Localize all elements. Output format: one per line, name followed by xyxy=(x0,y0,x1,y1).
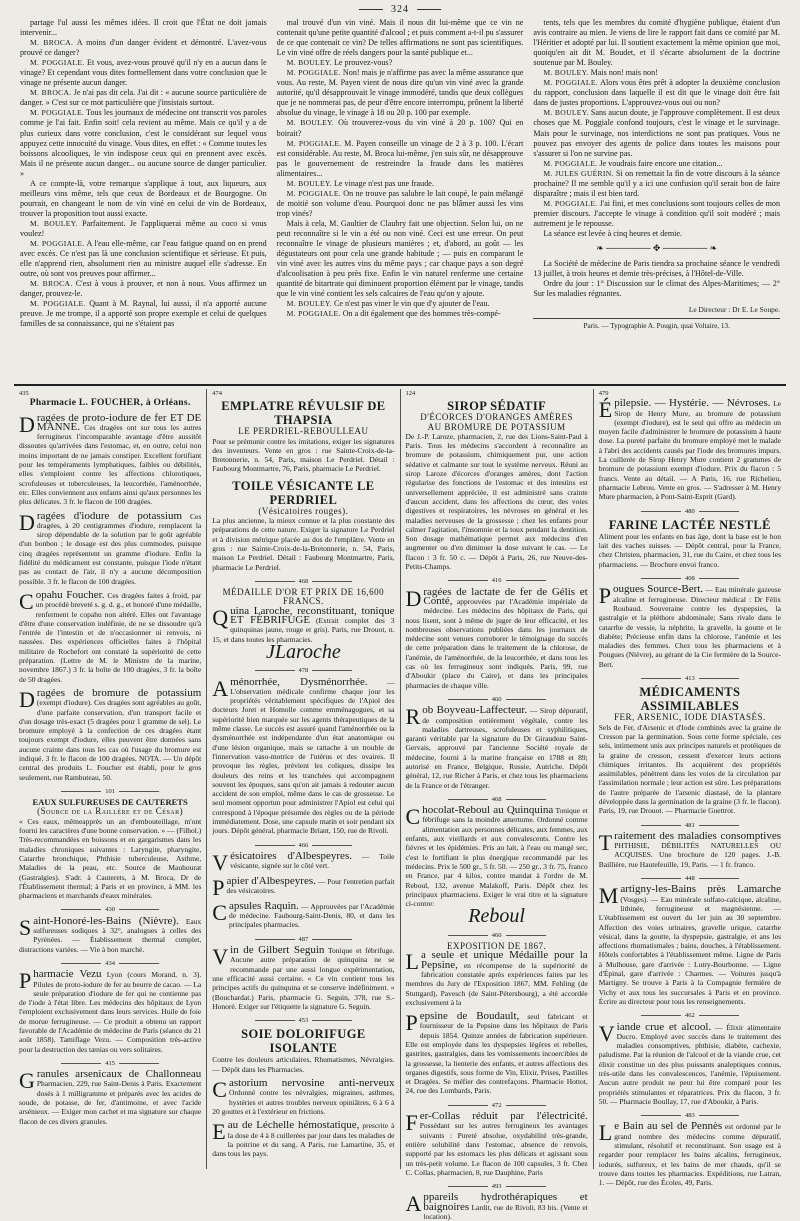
ad-text: Pour se prémunir contre les imitations, exiger les signatures des inventeurs. Vente en gros : rue Sainte-Croix-de-la-Bretonnerie, n. 54, Paris, maison Le Perdriel. Détail : Faubourg Montmartre, 76, Paris, pharmacie Le Perdriel. xyxy=(212,436,395,474)
drop-cap: P xyxy=(19,968,32,994)
ad-number: 487 xyxy=(212,935,394,944)
ad-title: ob Boyveau-Laffecteur. xyxy=(422,704,528,717)
speaker-name: M. POGGIALE. xyxy=(543,158,598,168)
ad-text: (Extrait complet des 3 quinquinas jaune, rouge et gris). Paris, rue Drouot, n. 15, et dans toutes les pharmacies. xyxy=(212,616,395,644)
advertisement xyxy=(406,1182,588,1221)
article-paragraph: tents, tels que les membres du comité d'hygiène publique, étaient d'un avis contraire au mien. Je viens de lire le rapport fait dans ce comité par M. l'Héritier et adopté par lui. Il soutient exactement la même opinion que moi, quoiqu'en ait dit M. Boudet, et il s'écarte absolument de la doctrine soutenue par M. Bouley. xyxy=(533,18,781,68)
column-number: 474 xyxy=(212,390,222,397)
ad-title: pilepsie. — Hystérie. — Névroses. xyxy=(614,397,771,410)
article-paragraph: mal trouvé d'un vin viné. Mais il nous dit lui-même que ce vin ne contenait qu'une petite quantité d'alcool ; et puis comment a-t-il pu s'assurer de ce que contenait ce vin? De telles affirmations ne sont pas scientifiques. Le vin viné offre de réels dangers pour la santé publique et... xyxy=(276,18,524,58)
ad-text: est ordonné par le grand nombre des médecins comme dépuratif, stimulant, résolutif et reconstituant. Son usage est à regarder pour remplacer les bains alcalins, ferrugineux, iodurés, sulfureux, et les bains de mer chauds, qu'il se trouve dans toutes les pharmacies. Expéditions, rue Latran, 1. — Dépôt, rue des Écoles, 49, Paris. xyxy=(598,1122,781,1188)
ad-body xyxy=(212,437,394,474)
drop-cap: C xyxy=(405,804,421,830)
ad-title: in de Gilbert Seguin xyxy=(230,944,325,957)
ad-number: 448 xyxy=(599,874,781,883)
ad-text: seul fabricant et fournisseur de la Pepsine dans les hôpitaux de Paris depuis 1854. Quinze années de fabrication supérieure. Elle est employée dans les dyspepsies légères et rebelles, gastrites, gastralgies, dans les vomissements incoercibles de la grossesse, la lienterie des enfants, et autres affections des organes digestifs, sous forme de Vin, Elixir, Prises, Pastilles et Dragées. Se méfier des contrefaçons. Pharmacie Hottot, 24, rue des Lombards, Paris. xyxy=(405,1012,588,1096)
ad-title: raitement des maladies consomptives xyxy=(614,829,781,842)
advertisement xyxy=(599,874,781,1006)
ad-number: 460 xyxy=(406,931,588,940)
ad-text: Eaux sulfureuses sodiques à 32°, analogues à celles des Pyrénées. — Établissement thermal complet, distractions variées. — Vie à bon marché. xyxy=(19,916,202,954)
ad-number: 493 xyxy=(406,1182,588,1191)
ad-text: — Eau minérale gazeuse alcaline et ferrugineuse. Directeur médical : Dr Félix Roubaud. Souveraine contre les dyspepsies, la gastralgie et la pléthore abdominale; Sans rivale dans le catarrhe de vessie, la néphrite, la gravelle, la goutte et le diabète; Précieuse enfin dans la chlorose, l'anémie et les maladies des femmes. Chez tous les pharmaciens et à Pougues (Nièvre), au gérant de la Cie fermière de la Source-Bert. xyxy=(598,585,781,669)
ad-title: hocolat-Reboul au Quinquina xyxy=(422,804,554,817)
advertisement xyxy=(19,399,201,408)
ad-text: La plus ancienne, la mieux connue et la plus constante des préparations de cette nature. Exiger la signature Le Perdriel et à division métrique placée au dos de l'emplâtre. Vente en gros : rue Sainte-Croix-de-la-Bretonnerie, n. 54, Paris, maison Le Perdriel. Détail : Faubourg Montmartre, Paris, pharmacie Le Perdriel. xyxy=(212,516,395,572)
advertisement-section xyxy=(14,389,786,1221)
article-paragraph: M. BOULEY. Parfaitement. Je l'appliquerai même au coco si vous voulez! xyxy=(20,218,267,238)
ad-subheadline: EXPOSITION DE 1867. xyxy=(447,941,547,952)
advertisement xyxy=(406,795,588,926)
ad-text: — Approuvées par l'Académie de médecine. Faubourg-Saint-Denis, 80, et dans les principales pharmacies. xyxy=(228,901,395,930)
ad-body xyxy=(406,806,588,908)
ad-title: ragées de proto-iodure de fer ET DE MANNE. xyxy=(36,411,202,433)
ad-body xyxy=(406,951,588,1007)
ad-body xyxy=(406,432,588,571)
advertisement xyxy=(406,1012,588,1096)
drop-cap: T xyxy=(598,829,613,855)
drop-cap: V xyxy=(598,1020,615,1046)
agenda: Ordre du jour : 1° Discussion sur le climat des Alpes-Maritimes; — 2° Sur les maladies régnantes. xyxy=(533,279,781,299)
article-column-1 xyxy=(20,18,267,380)
ad-body xyxy=(19,914,202,954)
ad-text: (Vosges). — Eau minérale sulfato-calcique, alcaline, lithinée, ferrugineuse et magnésienne. — L'établissement est ouvert du 1er juin au 30 septembre. Affection des voies urinaires, gravelle urique, catarrhe vésical, dans la goutte, la dyspepsie, gastralgie, et ans les affections rhumatismales ; bains, douches, à l'établissement. Hôtels confortables à l'établissement même. Ligne de Paris à Mulhouse, gare d'arrivée : Lutry-Bourbonne. — Ligne d'Épinal, gare d'arrivée : Charmes. — Voitures jusqu'à Martigny. Se trouve à Paris à la Compagnie fermière de Vichy et aux tous les succursales à Paris et en province. Écrire au directeur pour tous les renseignements. xyxy=(598,894,781,1006)
ad-text: Tonique et fébrifuge. Aucune autre préparation de quinquina ne se recommande par une aussi longue expérimentation, une efficacité aussi certaine. « Ce vin contient tous les principes actifs du quinquina et se conserve indéfiniment. » (Bouchardat.) Paris, pharmacie G. Seguin, 378, rue S.-Honoré. Exiger sur l'étiquette la signature G. Seguin. xyxy=(212,946,395,1011)
ad-number: 462 xyxy=(599,1011,781,1020)
ad-body xyxy=(599,532,781,569)
speaker-name: M. POGGIALE. xyxy=(286,68,341,78)
ad-title: a seule et unique Médaille pour la Pepsine, xyxy=(420,949,588,971)
article-paragraph: M. BOULEY. Le vinage n'est pas une fraude. xyxy=(286,178,434,188)
ad-column-1 xyxy=(14,389,207,1169)
advertisement xyxy=(212,874,395,900)
advertisement xyxy=(19,905,201,953)
ad-text: Possédant sur les autres ferrugineux les avantages suivants : Pureté absolue, oxydabilité très-grande, entière solubilité dans l'estomac, absence de renvois, supporté par les estomacs les plus délicats et agissant sous un très-petit volume. Le flacon de 100 capsules, 3 fr. Chez C. Collas, pharmacien, 8, rue Dauphine, Paris xyxy=(405,1121,588,1177)
ad-text: (exempt d'iodure). Ces dragées sont agréables au goût, d'une parfaite conservation, d'un transport facile et d'un dosage très-exact (5 dragées pour 1 gramme de sel). Le bromure employé à la confection de ces dragées étant toujours exempt d'iodure, elles peuvent être données sans aucune crainte dans tous les cas où l'usage du bromure est indiqué. 3 fr. le flacon de 100 dragées. NOTA. — Un dépôt central des produits L. Foucher est établi, pour le gros seulement, rue Rambuteau, 50. xyxy=(19,698,202,782)
ad-body xyxy=(212,1055,394,1074)
drop-cap: P xyxy=(598,583,611,609)
ad-body xyxy=(19,411,202,507)
advertisement xyxy=(599,1011,781,1106)
article-paragraph: M. BOULEY. Mais non! mais non! xyxy=(543,68,658,78)
ad-number: 101 xyxy=(19,787,201,796)
advertisement xyxy=(599,574,781,669)
ad-column-4 xyxy=(594,389,786,1188)
ad-subheadline: FER, ARSENIC, IODE DIASTASÉS. xyxy=(613,712,766,723)
drop-cap: R xyxy=(405,704,421,730)
advertisement xyxy=(212,1121,394,1158)
ad-headline: SOIE DOLORIFUGE ISOLANTE xyxy=(241,1027,366,1056)
advertisement xyxy=(19,1059,201,1126)
ad-text: Ordonné contre les névralgies, migraines, asthmes, hystéries et autres troubles nerveux opiniâtres, 6 à 6 à 20 gouttes et à l'extérieur en frictions. xyxy=(212,1088,395,1116)
ad-title: apier d'Albespeyres. xyxy=(226,874,316,887)
ad-number: 413 xyxy=(599,674,781,683)
ad-title: harmacie Vezu xyxy=(33,968,102,981)
ad-subtitle: AU BROMURE DE POTASSIUM xyxy=(427,421,566,432)
ad-title: artigny-les-Bains près Lamarche xyxy=(620,883,781,896)
ad-body xyxy=(406,1193,588,1221)
speaker-name: M. POGGIALE. xyxy=(543,198,598,208)
ad-body xyxy=(212,946,394,1011)
advertisement xyxy=(212,399,394,473)
ad-subheadline: MÉDAILLE D'OR ET PRIX DE 16,600 FRANCS. xyxy=(222,587,385,607)
drop-cap: Q xyxy=(212,604,229,630)
ad-title: opahu Foucher. xyxy=(35,588,105,601)
signature-logo: JLaroche xyxy=(265,640,341,663)
drop-cap: É xyxy=(598,397,613,423)
advertisement xyxy=(212,935,394,1011)
speaker-name: M. JULES GUÉRIN. xyxy=(543,168,614,178)
signature-logo: Reboul xyxy=(468,905,525,928)
article-paragraph: M. BOULEY. Ce n'est pas viner le vin que d'y ajouter de l'eau. xyxy=(286,299,490,309)
ad-subheadline: D'ÉCORCES D'ORANGES AMÈRES xyxy=(420,412,573,423)
ad-title: apsules Raquin. xyxy=(228,899,299,912)
ad-title: e Bain au sel de Pennès xyxy=(614,1120,723,1133)
speaker-name: M. BOULEY. xyxy=(286,58,332,68)
ad-text: Contre les douleurs articulaires, Rhumatismes, Névralgies. — Dépôt dans les Pharmacies. xyxy=(212,1055,395,1074)
ad-number: 415 xyxy=(19,1059,201,1068)
advertisement xyxy=(406,695,588,790)
ad-title: aint-Honoré-les-Bains (Nièvre). xyxy=(33,914,179,927)
ad-text: — Toile vésicante, signée sur le côté vert. xyxy=(230,851,395,871)
ad-body xyxy=(599,723,781,816)
ad-number: 468 xyxy=(406,795,588,804)
ad-text: « Ces eaux, mêmeapprès un an d'embouteillage, m'ont fourni les caractères d'une bonne conservation. » — (Filhol.) Très-recommandées en boissons et en gargarismes dans les maladies chroniques suivantes : Laryngite, pharyngite, Catarrhe bronchique, Phthisie tuberculeuse, Asthme, Maladies de la peau, etc. Source de Mauhourat (Gastralgies). S'adr. à Cauterets, à M. Broca, Dr de l'Établissement thermal; à Paris et en province, à MM. les pharmaciens et marchands d'eaux minérales. xyxy=(19,816,202,901)
advertisement xyxy=(212,841,395,875)
drop-cap: V xyxy=(212,849,229,875)
article-paragraph: M. POGGIALE. Je voudrais faire encore une citation... xyxy=(543,158,723,168)
article-paragraph: M. POGGIALE. Quant à M. Raynal, lui aussi, il n'a apporté aucune preuve. Je me trompe, il a apporté son propre exemple et celui de quelques familles de sa connaissance, qui ne s'étaient pas xyxy=(20,299,267,329)
advertisement xyxy=(406,399,588,571)
drop-cap: M xyxy=(598,883,619,909)
ad-body xyxy=(599,1122,781,1187)
ad-title: iande crue et alcool. xyxy=(616,1020,712,1033)
ad-body xyxy=(598,1020,782,1107)
society-notice: La Société de médecine de Paris tiendra sa prochaine séance le vendredi 13 juillet, à trois heures et demie très-précises, à l'Hôtel-de-Ville. xyxy=(533,259,781,279)
ad-title: ménorrhée, Dysménorrhée. xyxy=(230,675,368,688)
ad-text: Le Sirop de Henry Mure, au bromure de potassium (exempt d'iodure), est le seul qui offre au médecin un moyen facile d'administrer le bromure de potassium à haute dose. La pureté parfaite du bromure employé met le malade à l'abri des accidents causés par l'iode des bromures impurs. La cuillerée de Sirop Henry Mure contient 2 grammes de bromure de potassium exempt d'iodure. Prix du flacon : 5 francs. Vente au détail. — A Paris, 16, rue Richelieu, pharmacie Lebrou. Vente en gros. — S'adresser à M. Henry Mure pharmacien, à Pont-Saint-Esprit (Gard). xyxy=(598,399,781,502)
ad-title: ougues Source-Bert. xyxy=(613,583,704,596)
drop-cap: G xyxy=(19,1068,35,1094)
ad-body xyxy=(19,817,201,901)
ad-title: er-Collas réduit par l'électricité. xyxy=(419,1110,588,1123)
article-paragraph: M. POGGIALE. Alors vous êtes prêt à adopter la deuxième conclusion du rapport, conclusion dans laquelle il est dit que le vinage doit être fait dans de justes proportions. L'approuvez-vous oui ou non? xyxy=(533,78,781,108)
ad-text: Tonique et fébrifuge sans la moindre amertume. Ordonné comme alimentation aux personnes délicates, aux femmes, aux enfants, aux vieillards et aux convalescents. Contre les fièvres et les épidémies. Pris au lait, à l'eau ou mangé sec, c'est le fortifiant le plus énergique recommandé par les médecins. Prix le 500 gr., 5 fr. 50. — 250 gr., 3 fr. 75, franco en France, par 4 kilos, contre mandat à l'ordre de M. Reboul, 132, avenue Malakoff, Paris. Dépôt chez les principaux pharmaciens. Exiger le vrai titre et la signature ci-contre: xyxy=(405,806,588,909)
page-number: 324 xyxy=(0,4,800,15)
speaker-name: M. POGGIALE. xyxy=(30,239,85,249)
ad-body xyxy=(212,516,394,572)
ad-text: Lardit, rue de Rivoli, 83 bis. (Vente et location). xyxy=(423,1202,588,1221)
drop-cap: C xyxy=(19,588,34,614)
ad-number: 434 xyxy=(19,959,201,968)
ad-text: Lyon (cours Morand, n. 3). Pilules de proto-iodure de fer au beurre de cacao. — La seule préparation d'iodure de fer qui ne contienne pas de l'iode à l'état libre. Les médecins des hôpitaux de Lyon l'emploient exclusivement dans leurs services. Huile de foie de morue ferrugineuse. — Ce produit a obtenu un rapport favorable de l'Académie de médecine de Paris (séance du 21 août 1858). Tamiflage Vezu. — Composition très-active pour la destruction des tænias ou vers solitaires. xyxy=(19,970,202,1054)
ad-text: approuvées par l'Académie impériale de médecine. Les médecins des hôpitaux de Paris, qui nous lisent, sont à même de juger de leur efficacité, et les nombreuses observations publiées dans les journaux de médecine sont venues corroborer le témoignage du succès de cette préparation dans le traitement de la chlorose, de l'anémie, de l'aménorrhée, de la leucorrhée, et dans tous les cas où les ferrugineux sont indiqués. Paris, 99, rue d'Aboukir (place du Caire), et dans les principales pharmacies de chaque ville. xyxy=(405,596,588,690)
speaker-name: M. POGGIALE. xyxy=(286,138,342,148)
ad-body xyxy=(598,829,781,869)
advertisement xyxy=(19,588,202,684)
ad-headline: MÉDICAMENTS ASSIMILABLES xyxy=(639,685,741,714)
imprint: Paris. — Typographie A. Pougin, quai Voltaire, 13. xyxy=(533,318,780,331)
ad-body xyxy=(212,899,395,930)
advertisement xyxy=(19,411,202,507)
advertisement xyxy=(212,666,394,835)
speaker-name: M. BOULEY. xyxy=(30,218,78,228)
drop-cap: P xyxy=(405,1010,418,1036)
ad-body xyxy=(405,585,588,690)
article-paragraph: M. BOULEY. Où trouverez-vous du vin viné à 20 p. 100? Qui en boirait? xyxy=(276,118,524,138)
speaker-name: M. POGGIALE. xyxy=(543,78,598,88)
drop-cap: D xyxy=(19,686,35,712)
ad-subheadline: (Vésicatoires rouges). xyxy=(258,505,349,516)
ad-text: — L'observation médicale confirme chaque jour les propriétés véritablement spécifiques de l'Apiol des docteurs Joret et Homolle comme emménagogues, et sa supériorité bien marquée sur les agents thérapeutiques de la même classe. Le succès est assuré quand l'aménorrhée ou la dysménorrhée est indépendante d'un état anatomique ou d'une lésion organique, mais se rattache à un trouble de l'innervation vaso-motrice de l'utérus et des ovaires. Il provoque les règles, prévient les coliques, dissipe les douleurs des reins et les tranchées qui accompagnent souvent les époques, sans qu'on ait jamais à redouter aucun accident de son emploi, même dans le cas de grossesse. Le seul moment opportun pour administrer l'Apiol est celui qui correspond à l'époque présumée des règles ou de la période immédiatement. Dose, une capsule matin et soir pendant six jours. Dépôt général, pharmacie Briant, 150, rue de Rivoli. xyxy=(212,677,395,836)
ad-body xyxy=(19,1070,201,1126)
article-paragraph: M. BROCA. A moins d'un danger évident et démontré. L'avez-vous prouvé ce danger? xyxy=(20,38,267,58)
ad-title: ranules arsenicaux de Challonneau xyxy=(36,1068,202,1081)
speaker-name: M. BOULEY. xyxy=(543,108,589,118)
ad-body xyxy=(19,686,202,782)
ad-header: Pharmacie L. FOUCHER, à Orléans. xyxy=(29,398,191,409)
advertisement xyxy=(19,509,202,586)
ad-title: ragées d'iodure de potassium xyxy=(36,509,183,522)
speaker-name: M. POGGIALE. xyxy=(286,309,341,319)
ad-body xyxy=(406,1012,588,1096)
speaker-name: M. BOULEY. xyxy=(543,68,589,78)
advertisement xyxy=(599,399,781,501)
ad-number: 430 xyxy=(19,905,201,914)
ad-body xyxy=(406,1112,588,1177)
drop-cap: L xyxy=(405,949,419,975)
drop-cap: V xyxy=(212,944,229,970)
speaker-name: M. BOULEY. xyxy=(286,178,332,188)
drop-cap: C xyxy=(212,1077,227,1103)
ad-body xyxy=(212,675,395,836)
ad-number: 472 xyxy=(406,1101,588,1110)
ad-body xyxy=(19,970,201,1054)
ad-body xyxy=(599,585,781,669)
advertisement xyxy=(19,686,202,782)
article-paragraph: M. POGGIALE. Non! mais je n'affirme pas avec la même assurance que vous. Au reste, M. Payen vient de nous dire qu'un vin viné avec la grande autorité, qu'il désapprouvait le vinage immodéré, tandis que deux collègues que je ne nommerai pas, de peur d'être encore interrompu, prônent la liberté absolue du vinage, le vinage à 18 ou 20 p. 100 par exemple. xyxy=(276,68,524,118)
ad-number: 466 xyxy=(212,841,394,850)
column-number: 435 xyxy=(19,390,29,397)
ad-column-3 xyxy=(401,389,594,1221)
article-paragraph: partage l'ul aussi les mêmes idées. Il croit que l'État ne doit jamais intervenir... xyxy=(20,18,267,38)
ad-number: 408 xyxy=(599,574,781,583)
drop-cap: L xyxy=(598,1120,613,1146)
article-paragraph: M. JULES GUÉRIN. Si on remettait la fin de votre discours à la séance prochaine? Il me semble qu'il y a ici une confusion qu'il serait bon de faire disparaître ; mais il est bien tard. xyxy=(533,168,781,198)
ad-body xyxy=(212,874,395,900)
drop-cap: E xyxy=(212,1119,226,1145)
ad-number: 480 xyxy=(599,507,781,516)
ad-text: — Élixir alimentaire Ducro. Employé avec succès dans le traitement des maladies consomptives, phthisie, diabète, cachexie, paludisme. Par la réunion de l'alcool et de la viande crue, cet élixir constitue un des plus puissants analeptiques connus, très-utile dans les convalescences, l'anémie, l'épuisement. Aucun autre produit ne peut lui être comparé pour les propriétés stimulantes et réparatrices. Prix du flacon, 3 fr. 50. — Pharmacie Boullay, 17, rue d'Aboukir, à Paris. xyxy=(598,1022,782,1106)
ad-body xyxy=(212,1079,394,1116)
article-paragraph: M. POGGIALE. Tous les journaux de médecine ont transcrit vos paroles comme je l'ai fait. Enfin soit! cela revient au même. Mais ce qu'il y a de plus curieux dans votre conclusion, c'est le considérant sur lequel vous appuyez cette innocuité du vinage. Vous dites, en effet : « Comme toutes les boissons alcooliques, le vin indispose ceux qui en prennent avec excès. Mais il ne présente aucun danger... ou aucune source de danger particulier. » xyxy=(20,108,267,178)
article-section xyxy=(20,18,780,380)
drop-cap: P xyxy=(212,874,225,900)
ad-text: PHTHISIE, DÉBILITÉS NATURELLES OU ACQUISES. Une brochure de 120 pages. J.-B. Baillière, rue Hautefeuille, 19, Paris. — 1 fr. franco. xyxy=(598,841,781,869)
ad-number: 460 xyxy=(406,695,588,704)
ad-headline: SIROP SÉDATIF xyxy=(447,399,547,414)
ad-number: 416 xyxy=(406,576,588,585)
advertisement xyxy=(599,674,781,816)
ad-body xyxy=(19,588,202,684)
article-paragraph: M. POGGIALE. Et vous, avez-vous prouvé qu'il n'y en a aucun dans le vinage? Et cependant vous dites formellement dans votre conclusion que le vinage ne présente aucun danger. xyxy=(20,58,267,88)
ad-text: en récompense de la supériorité de fabrication constatée après expériences faites par les membres du Jury de l'Exposition 1867, MM. Fehling (de Stuttgard), Pavesch (de Saint-Pétersbourg), a été accordée exclusivement à la xyxy=(405,960,588,1007)
drop-cap: C xyxy=(212,899,227,925)
ad-header: EAUX SULFUREUSES DE CAUTERETS xyxy=(32,797,188,808)
ad-body xyxy=(599,885,781,1006)
advertisement xyxy=(212,1079,394,1116)
drop-cap: S xyxy=(19,914,32,940)
article-paragraph: M. POGGIALE. J'ai fini, et mes conclusions sont toujours celles de mon premier discours. J'accepte le vinage à condition qu'il soit modéré ; mais autrement je le repousse. xyxy=(533,198,781,228)
ad-column-2 xyxy=(207,389,400,1169)
advertisement xyxy=(406,931,588,1007)
speaker-name: M. POGGIALE. xyxy=(30,299,86,309)
speaker-name: M. BOULEY. xyxy=(286,118,335,128)
ad-title: ésicatoires d'Albespeyres. xyxy=(230,849,352,862)
article-paragraph: Mais à cela, M. Gaultier de Claubry fait une objection. Selon lui, on ne peut reconnaître si le vin a été ou non viné. Ceci est une erreur. On peut reconnaître le vinage de plusieurs manières ; et, d'abord, au goût — les dégustateurs ont pour cela une grande habitude ; — puis en comparant le vin viné avec les autres vins du même pays ; car chaque pays a son degré d'alcoolisation à peu près fixe. Enfin le vin naturel renferme une certaine quantité de bitartrate qui diminuent proportion élément par le vinage, tandis que le vin viné contient les sels calcaires de l'eau qu'on y ajoute. xyxy=(276,218,524,299)
ad-title: ppareils hydrothérapiques et baignoires xyxy=(423,1191,588,1213)
column-number: 479 xyxy=(598,390,609,397)
speaker-name: M. POGGIALE. xyxy=(30,108,85,118)
ad-text: Pharmacien, 229, rue Saint-Denis à Paris. Exactement dosés à 1 milligramme et préparés avec les acides de soude, de potasse, de fer, d'antimoine, et avec l'acide arsénieux. — Exiger mon cachet et ma signature sur chaque flacon de ces divers granules. xyxy=(19,1079,202,1126)
advertisement xyxy=(599,507,781,569)
column-number: 124 xyxy=(405,390,416,397)
ad-body xyxy=(406,706,588,790)
section-divider xyxy=(14,384,786,386)
article-paragraph: A ce compte-là, votre remarque s'applique à tout, aux liqueurs, aux meilleurs vins même, tels que ceux de Bordeaux et de Bourgogne. On pourrait, en changeant le nom de vin viné en celui de vin de Bordeaux, trouver la proposition tout aussi exacte. xyxy=(20,178,267,218)
drop-cap: A xyxy=(405,1191,422,1217)
ad-body xyxy=(212,849,395,875)
ad-text: De J.-P. Laroze, pharmacien, 2, rue des Lions-Saint-Paul à Paris. Tous les médecins s'accordent à reconnaître au bromure de potassium, chimiquement pur, une action sédative et calmante sur tout le système nerveux. Réuni au sirop Laroze d'écorces d'oranges amères, dont l'action régularise des fonctions de l'estomac et des intestins est universellement appréciée, il est administré sans crainte d'aucun accident, dans les affections du cœur, des voies digestives et respiratoires, les névroses en général et les maladies nerveuses de la grossesse ; chez les enfants pour calmer l'agitation, l'insomnie et la toux pendant la dentition. Son dosage mathématique permet aux médecins d'en augmenter ou d'en diminuer la dose suivant le cas. — Le flacon : 3 fr. 50 c. — Dépôt à Paris, 26, rue Neuve-des-Petits-Champs. xyxy=(405,431,588,572)
ad-text: Ces dragées, à 20 centigrammes d'iodure, remplacent la sirop dépendable de la solution par le goût agréable d'un bonbon ; le dosage est des plus commodes, puisque cinq dragées représentent un gramme d'iodure. Enfin la fidélité du médicament est constante, puisque l'iode n'étant pas au contact de l'air, il n'y a aucune décomposition possible. 3 fr. le flacon de 100 dragées. xyxy=(19,511,202,586)
ad-subtitle: (Source de la Raillère et de César) xyxy=(37,806,184,817)
speaker-name: M. BROCA. xyxy=(30,279,73,289)
ad-text: Ces dragées faites à froid, par un procédé breveté s. g. d. g., et honoré d'une médaille, renferment le copahu non altéré. Elles ont l'avantage d'être d'une conservation indéfinie, de ne se dissoudre qu'à l'entrée de l'intestin et de n'occasionner ni renvois, ni nausées. Des expériences officielles faites à l'hôpital militaire de Rochefort ont constaté la supériorité de cette préparation. (Lettre de M. le Ministre de la marine, novembre 1867.) 3 fr. la boîte de 100 dragées, 3 fr. la boîte de 50 dragées. xyxy=(19,590,202,684)
ornament-divider: ❧ ─────── ✥ ─────── ❧ xyxy=(596,243,718,254)
article-paragraph: M. BOULEY. Le prouvez-vous? xyxy=(286,58,393,68)
advertisement xyxy=(212,899,395,930)
ad-number: 453 xyxy=(212,1016,394,1025)
ad-title: ragées de bromure de potassium xyxy=(36,686,202,699)
ad-text: Aliment pour les enfants en bas âge, dont la base est le bon lait des vaches suisses. — Dépôt central, pour la France, chez Christen, pharmacien, 31, rue du Caire, et chez tous les pharmaciens. — Brochure envoi franco. xyxy=(598,531,781,569)
ad-title: ragées de lactate de fer de Gélis et Conté, xyxy=(423,585,588,607)
advertisement xyxy=(406,576,588,690)
ad-text: prescrite à la dose de 4 à 8 cuillerées par jour dans les maladies de la poitrine et du sang. A Paris, rue Lamartine, 35, et dans tous les pays. xyxy=(212,1121,395,1159)
advertisement xyxy=(212,1016,394,1074)
advertisement xyxy=(212,577,394,661)
advertisement xyxy=(212,479,394,572)
speaker-name: M. BROCA. xyxy=(30,88,72,98)
article-paragraph: M. POGGIALE. A l'eau elle-même, car l'eau fatigue quand on en prend avec excès. Ce n'est pas là une conclusion scientifique et sérieuse. Et puis, elle n'apprend rien, absolument rien au ministre auquel elle s'adresse. En outre, où sont vos preuves pour affirmer... xyxy=(20,239,267,279)
advertisement xyxy=(599,821,781,869)
article-paragraph: M. POGGIALE. M. Payen conseille un vinage de 2 à 3 p. 100. L'écart est considérable. Au reste, M. Broca lui-même, j'en suis sûr, ne désapprouve pas le gouvernement de restreindre la fraude dans les matières alimentaires... xyxy=(276,138,524,178)
ad-title: astorium nervosine anti-nerveux xyxy=(228,1077,395,1090)
ad-headline: TOILE VÉSICANTE LE PERDRIEL xyxy=(232,478,375,507)
article-column-3 xyxy=(533,18,780,380)
ad-title: au de Léchelle hémostatique, xyxy=(227,1119,360,1132)
ad-body xyxy=(599,399,781,501)
ad-body xyxy=(212,604,395,644)
ad-title: uina Laroche, reconstituant, tonique ET FÉBRIFUGE xyxy=(230,604,395,627)
ad-body xyxy=(19,509,202,586)
speaker-name: M. POGGIALE. xyxy=(30,58,85,68)
advertisement xyxy=(599,1111,781,1187)
speaker-name: M. BROCA. xyxy=(30,38,74,48)
ad-subheadline: LE PERDRIEL-REBOULLEAU xyxy=(238,426,369,437)
drop-cap: D xyxy=(19,509,35,535)
drop-cap: D xyxy=(405,585,422,611)
ad-text: Ces dragées ont sur tous les autres ferrugineux l'incomparable avantage d'être aussitôt dissoutes qu'arrivées dans l'estomac, et, en outre, celui non moins important de ne jamais constiper. Excellent fortifiant pour les tempéraments lymphatiques, faibles ou débilités, elles s'emploient contre les affections chlorotiques, scrofuleuses et tuberculeuses, la leucorrhée, l'aménorrhée, etc. Elles conviennent aux enfants ainsi qu'aux personnes les plus délicates. 3 fr. le flacon de 100 dragées. xyxy=(19,422,202,507)
advertisement xyxy=(19,959,201,1054)
article-paragraph: M. BROCA. C'est à vous à prouver, et non à nous. Vous affirmez un danger, prouvez-le. xyxy=(20,279,267,299)
director-signature: Le Directeur : Dr E. Le Soupe. xyxy=(688,305,781,315)
ad-text: — Sirop dépuratif, de composition entièrement végétale, contre les maladies dartreuses, scrofuleuses et syphilitiques, garanti véritable par la signature du Dr Giraudeau Saint-Gervais, approuvé par l'ancienne Société royale de médecine, fourni à la marine française en 1788 et 89; autorisé en France, Belgique, Russie, Autriche. Dépôt général, 12, rue Richer à Paris, et chez tous les pharmaciens de la France et de l'étranger. xyxy=(405,706,588,790)
article-paragraph: M. POGGIALE. On ne trouve pas salubre le lait coupé, le pain mélangé de moitié son volume d'eau. Pourquoi donc ne pas blâmer aussi les vins trop vinés? xyxy=(276,188,524,218)
article-paragraph: M. POGGIALE. On a dit également que des hommes très-compé- xyxy=(286,309,501,319)
drop-cap: F xyxy=(405,1110,418,1136)
drop-cap: A xyxy=(212,675,229,701)
ad-headline: EMPLATRE RÉVULSIF DE THAPSIA xyxy=(221,399,386,428)
ad-body xyxy=(212,1121,394,1158)
ad-text: Sels de Fer, d'Arsenic et d'Iode combinés avec la graine de Cresson par la germination. Sous cette forme spéciale, ces sels, intimement unis aux principes naturels et protéiques de la graine de cresson, cessent d'exercer leurs actions chimiques irritantes. Ils acquièrent des propriétés assimilables, pénètrent dans les voies de la circulation par l'assimilation normale ; leur action est sûre. Les préparations de l'autre préparée de l'arsenic diastasé, de la plantare développée dans la germination de la graine (3 fr. le flacon). Paris, 19, rue Drouot. — Pharmacie Guettrot. xyxy=(598,722,781,816)
ad-number: 481 xyxy=(599,821,781,830)
article-paragraph: M. BOULEY. Sans aucun doute, je l'approuve complètement. Il est deux choses que M. Poggiale confond toujours, c'est le vinage et le survinage. Mais pour le survinage, nos interdictions ne sont pas pratiques. Vous ne pouvez pas envoyer des agents de police dans toutes les maisons pour s'assurer si l'on ne survine pas. xyxy=(533,108,781,158)
article-column-2 xyxy=(277,18,524,380)
ad-text: — Pour l'entretien parfait des vésicatoires. xyxy=(226,876,395,896)
article-paragraph: La séance est levée à cinq heures et demie. xyxy=(543,228,682,238)
article-column-3-body xyxy=(533,18,780,239)
ad-number: 483 xyxy=(599,1111,781,1120)
speaker-name: M. POGGIALE. xyxy=(286,188,341,198)
speaker-name: M. BOULEY. xyxy=(286,299,332,309)
ad-headline: FARINE LACTÉE NESTLÉ xyxy=(608,517,771,532)
article-paragraph: M. BROCA. Je n'ai pas dit cela. J'ai dit : « aucune source particulière de danger. » C'est sur ce mot particulière que j'insistais surtout. xyxy=(20,88,267,108)
advertisement xyxy=(406,1101,588,1177)
drop-cap: D xyxy=(19,411,35,437)
ad-number: 468 xyxy=(212,577,394,586)
ad-title: epsine de Boudault, xyxy=(419,1010,520,1023)
advertisement xyxy=(19,787,201,901)
ad-number: 478 xyxy=(212,666,394,675)
